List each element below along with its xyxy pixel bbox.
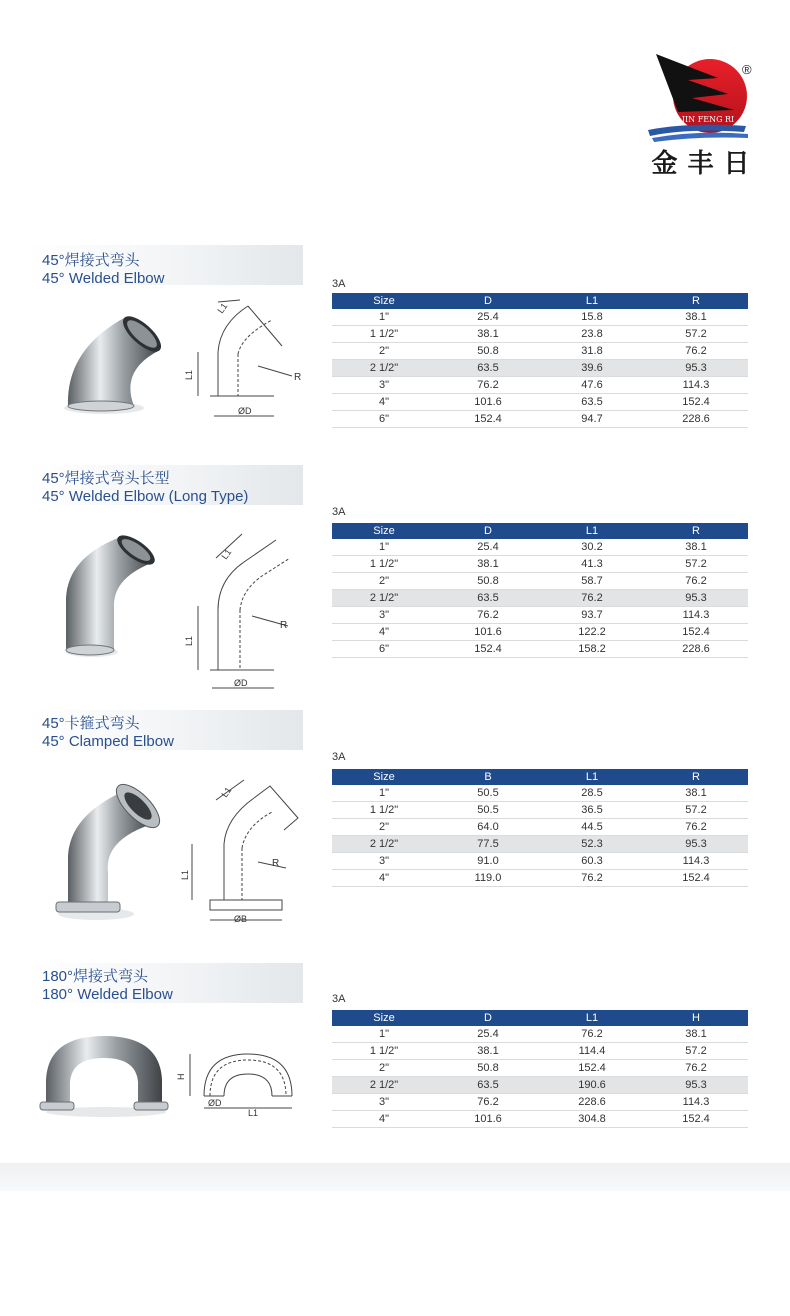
col-header: Size — [332, 1010, 436, 1026]
table-row: 3" 91.0 60.3 114.3 — [332, 853, 748, 870]
section-title-cn: 45°焊接式弯头长型 — [42, 470, 170, 487]
table-row: 2" 50.8 58.7 76.2 — [332, 573, 748, 590]
product-photo-45-clamped-elbow — [44, 776, 174, 926]
diagram-180-welded-elbow — [174, 1046, 304, 1126]
label-l1: L1 — [184, 635, 194, 646]
label-diameter: ØD — [208, 1098, 222, 1108]
standard-label: 3A — [332, 506, 346, 518]
section-title — [42, 470, 248, 506]
table-row: 2 1/2" 77.5 52.3 95.3 — [332, 836, 748, 853]
section-title-en: 45° Welded Elbow (Long Type) — [42, 488, 249, 505]
brand-name-en: JIN FENG RI — [681, 115, 735, 124]
table-row: 3" 76.2 93.7 114.3 — [332, 607, 748, 624]
table-row: 1 1/2" 38.1 23.8 57.2 — [332, 326, 748, 343]
section-title-en: 45° Welded Elbow — [42, 270, 165, 287]
table-row: 2" 50.8 152.4 76.2 — [332, 1060, 748, 1077]
section-title — [42, 968, 173, 1004]
label-l1: L1 — [248, 1108, 259, 1118]
table-row: 1" 50.5 28.5 38.1 — [332, 785, 748, 802]
label-l1: L1 — [180, 869, 190, 880]
table-row: 1" 25.4 76.2 38.1 — [332, 1026, 748, 1043]
table-row: 4" 101.6 63.5 152.4 — [332, 394, 748, 411]
table-row: 2 1/2" 63.5 39.6 95.3 — [332, 360, 748, 377]
label-diameter: ØD — [234, 678, 248, 688]
product-photo-45-welded-elbow — [36, 300, 166, 420]
label-r: R — [280, 620, 288, 631]
table-row: 4" 119.0 76.2 152.4 — [332, 870, 748, 887]
diagram-45-clamped-elbow — [180, 778, 310, 928]
table-row: 2 1/2" 63.5 190.6 95.3 — [332, 1077, 748, 1094]
label-l1-top: L1 — [215, 301, 230, 316]
registered-mark: ® — [742, 62, 752, 77]
col-header: L1 — [540, 1010, 644, 1026]
brand-name-cn: 金丰日 — [651, 149, 760, 179]
product-photo-180-welded-elbow — [36, 1030, 176, 1120]
spec-table-45-welded-elbow-long — [332, 523, 748, 658]
table-row: 2" 64.0 44.5 76.2 — [332, 819, 748, 836]
table-row: 4" 101.6 304.8 152.4 — [332, 1111, 748, 1128]
table-row: 2" 50.8 31.8 76.2 — [332, 343, 748, 360]
table-row: 1 1/2" 38.1 41.3 57.2 — [332, 556, 748, 573]
table-row: 2 1/2" 63.5 76.2 95.3 — [332, 590, 748, 607]
table-row: 1" 25.4 15.8 38.1 — [332, 309, 748, 326]
standard-label: 3A — [332, 278, 346, 290]
section-title-en: 180° Welded Elbow — [42, 986, 173, 1003]
section-title-en: 45° Clamped Elbow — [42, 733, 174, 750]
product-photo-45-welded-elbow-long — [58, 528, 168, 663]
col-header: Size — [332, 293, 436, 309]
label-diameter: ØD — [238, 406, 252, 416]
table-row: 1 1/2" 38.1 114.4 57.2 — [332, 1043, 748, 1060]
col-header: R — [644, 293, 748, 309]
section-title — [42, 715, 174, 751]
section-title-cn: 180°焊接式弯头 — [42, 968, 149, 985]
table-row: 3" 76.2 47.6 114.3 — [332, 377, 748, 394]
col-header: Size — [332, 523, 436, 539]
table-row: 4" 101.6 122.2 152.4 — [332, 624, 748, 641]
col-header: R — [644, 523, 748, 539]
col-header: D — [436, 293, 540, 309]
spec-table-180-welded-elbow — [332, 1010, 748, 1128]
col-header: H — [644, 1010, 748, 1026]
col-header: L1 — [540, 293, 644, 309]
table-row: 6" 152.4 158.2 228.6 — [332, 641, 748, 658]
standard-label: 3A — [332, 993, 346, 1005]
col-header: R — [644, 769, 748, 785]
standard-label: 3A — [332, 751, 346, 763]
label-r: R — [272, 858, 280, 869]
section-title — [42, 252, 164, 288]
label-r: R — [294, 372, 302, 383]
spec-table-45-clamped-elbow — [332, 769, 748, 887]
col-header: D — [436, 523, 540, 539]
col-header: D — [436, 1010, 540, 1026]
diagram-45-welded-elbow — [182, 296, 312, 426]
col-header: L1 — [540, 769, 644, 785]
label-l1-top: L1 — [219, 785, 234, 800]
col-header: L1 — [540, 523, 644, 539]
label-h: H — [176, 1073, 186, 1080]
footer-band — [0, 1163, 790, 1191]
section-title-cn: 45°焊接式弯头 — [42, 252, 140, 269]
label-l1-top: L1 — [219, 547, 234, 562]
label-l1: L1 — [184, 369, 194, 380]
spec-table-45-welded-elbow — [332, 293, 748, 428]
diagram-45-welded-elbow-long — [182, 530, 312, 690]
table-row: 1" 25.4 30.2 38.1 — [332, 539, 748, 556]
table-row: 6" 152.4 94.7 228.6 — [332, 411, 748, 428]
label-diameter: ØB — [234, 914, 248, 924]
section-title-cn: 45°卡箍式弯头 — [42, 715, 140, 732]
table-row: 3" 76.2 228.6 114.3 — [332, 1094, 748, 1111]
col-header: Size — [332, 769, 436, 785]
table-row: 1 1/2" 50.5 36.5 57.2 — [332, 802, 748, 819]
col-header: B — [436, 769, 540, 785]
